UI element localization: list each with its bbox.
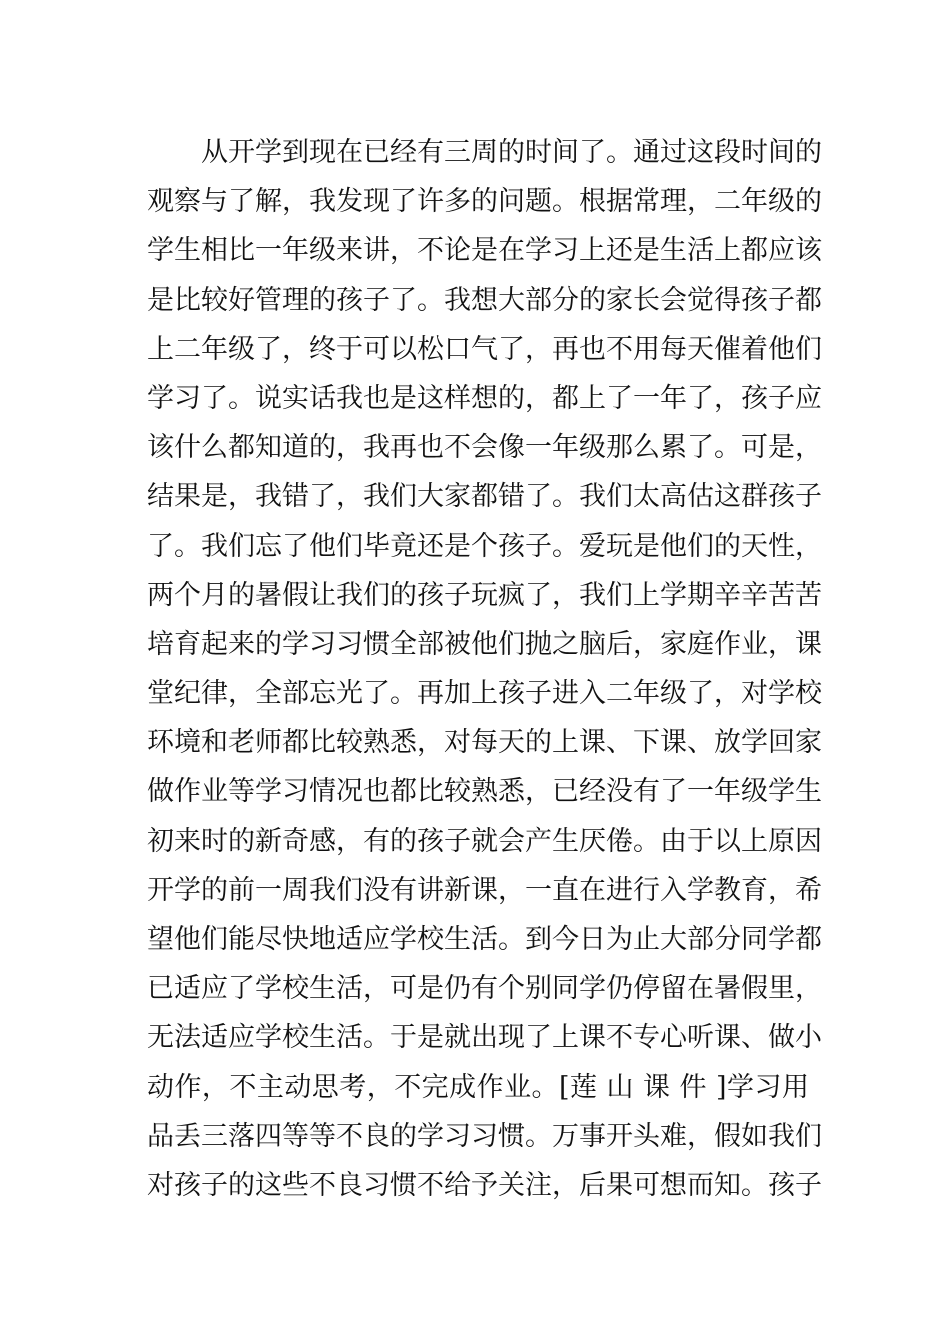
text-line: 开学的前一周我们没有讲新课，一直在进行入学教育，希 (147, 874, 822, 906)
text-line: 从开学到现在已经有三周的时间了。通过这段时间的 (201, 137, 822, 168)
text-line: 学习了。说实话我也是这样想的，都上了一年了，孩子应 (147, 382, 822, 414)
text-line: 环境和老师都比较熟悉，对每天的上课、下课、放学回家 (147, 727, 822, 759)
text-line: 学生相比一年级来讲，不论是在学习上还是生活上都应该 (147, 235, 822, 267)
body-paragraph (147, 128, 822, 1210)
text-line: 做作业等学习情况也都比较熟悉，已经没有了一年级学生 (147, 776, 822, 808)
text-line: 是比较好管理的孩子了。我想大部分的家长会觉得孩子都 (147, 284, 822, 316)
text-line: 望他们能尽快地适应学校生活。到今日为止大部分同学都 (147, 924, 822, 955)
text-line: 该什么都知道的，我再也不会像一年级那么累了。可是， (147, 432, 822, 464)
text-line: 无法适应学校生活。于是就出现了上课不专心听课、做小 (147, 1022, 822, 1054)
text-line: 了。我们忘了他们毕竟还是个孩子。爱玩是他们的天性， (147, 530, 822, 562)
text-line: 结果是，我错了，我们大家都错了。我们太高估这群孩子 (147, 481, 822, 513)
text-line: 已适应了学校生活，可是仍有个别同学仍停留在暑假里， (147, 973, 822, 1005)
text-line: 上二年级了，终于可以松口气了，再也不用每天催着他们 (147, 333, 822, 365)
text-line: 观察与了解，我发现了许多的问题。根据常理，二年级的 (147, 186, 822, 218)
text-line: 品丢三落四等等不良的学习习惯。万事开头难，假如我们 (147, 1120, 822, 1152)
text-line: 两个月的暑假让我们的孩子玩疯了，我们上学期辛辛苦苦 (147, 579, 822, 611)
text-line: 培育起来的学习习惯全部被他们抛之脑后，家庭作业，课 (147, 628, 822, 660)
text-line: 堂纪律，全部忘光了。再加上孩子进入二年级了，对学校 (147, 678, 822, 710)
text-line: 初来时的新奇感，有的孩子就会产生厌倦。由于以上原因 (147, 825, 822, 857)
text-line: 对孩子的这些不良习惯不给予关注，后果可想而知。孩子 (147, 1169, 822, 1201)
text-line: 动作，不主动思考，不完成作业。[莲 山 课 件 ]学习用 (147, 1071, 809, 1103)
